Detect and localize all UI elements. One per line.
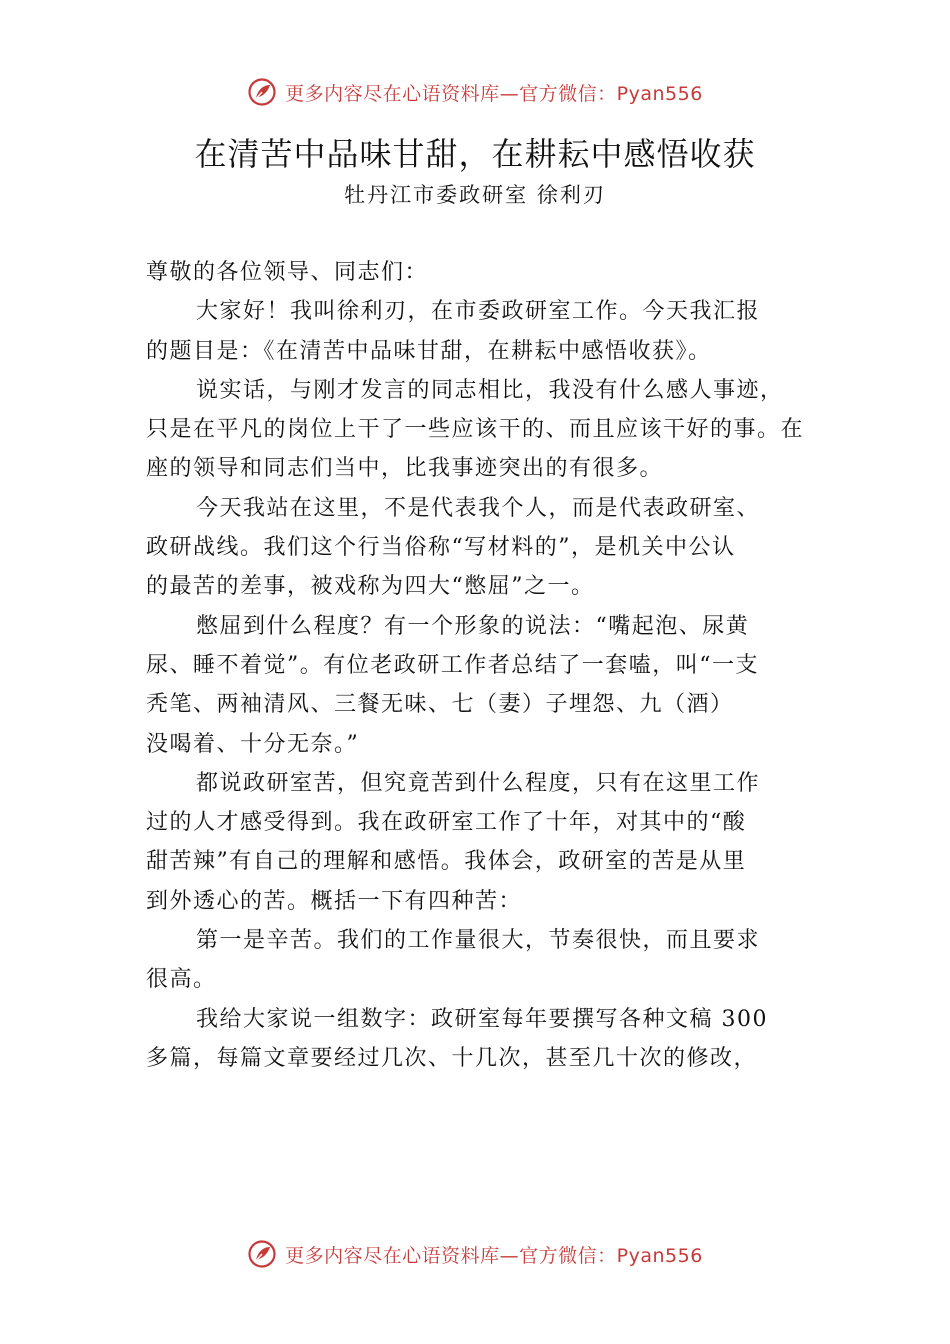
text-line: 政研战线。我们这个行当俗称“写材料的”，是机关中公认 [146,535,736,561]
text-line: 甜苦辣”有自己的理解和感悟。我体会，政研室的苦是从里 [146,849,747,875]
text-line: 到外透心的苦。概括一下有四种苦： [146,888,523,914]
text-line: 的题目是：《在清苦中品味甘甜，在耕耘中感悟收获》。 [146,338,712,364]
text-line: 很高。 [146,967,217,993]
circle-leaf-logo-icon [247,77,277,107]
text-line: 说实话，与刚才发言的同志相比，我没有什么感人事迹， [196,377,784,403]
text-line: 尿、睡不着觉”。有位老政研工作者总结了一套嗑，叫“一支 [146,652,759,678]
text-line: 过的人才感受得到。我在政研室工作了十年，对其中的“酸 [146,810,747,836]
watermark-text: 更多内容尽在心语资料库—官方微信：Pyan556 [285,82,703,105]
text-line: 今天我站在这里，不是代表我个人，而是代表政研室、 [196,495,761,521]
document-title: 在清苦中品味甘甜，在耕耘中感悟收获 [194,135,756,173]
watermark-text: 更多内容尽在心语资料库—官方微信：Pyan556 [285,1244,703,1267]
text-line: 憋屈到什么程度？有一个形象的说法：“嘴起泡、尿黄 [196,613,750,639]
header-watermark [0,72,950,112]
document-body [146,258,846,1083]
document-subtitle: 牡丹江市委政研室 徐利刃 [344,183,606,207]
text-line: 第一是辛苦。我们的工作量很大，节奏很快，而且要求 [196,928,761,954]
text-line: 多篇，每篇文章要经过几次、十几次，甚至几十次的修改， [146,1045,758,1071]
text-line: 大家好！我叫徐利刃，在市委政研室工作。今天我汇报 [196,299,761,325]
text-line: 座的领导和同志们当中，比我事迹突出的有很多。 [146,456,664,482]
text-line: 尊敬的各位领导、同志们： [146,260,429,285]
circle-leaf-logo-icon [247,1239,277,1269]
text-line: 都说政研室苦，但究竟苦到什么程度，只有在这里工作 [196,770,761,796]
text-line: 我给大家说一组数字：政研室每年要撰写各种文稿 300 [196,1006,768,1032]
text-line: 只是在平凡的岗位上干了一些应该干的、而且应该干好的事。在 [146,417,805,443]
footer-watermark [0,1234,950,1274]
text-line: 的最苦的差事，被戏称为四大“憋屈”之一。 [146,574,595,600]
text-line: 秃笔、两袖清风、三餐无味、七（妻）子埋怨、九（酒） [146,692,734,718]
text-line: 没喝着、十分无奈。” [146,731,360,757]
